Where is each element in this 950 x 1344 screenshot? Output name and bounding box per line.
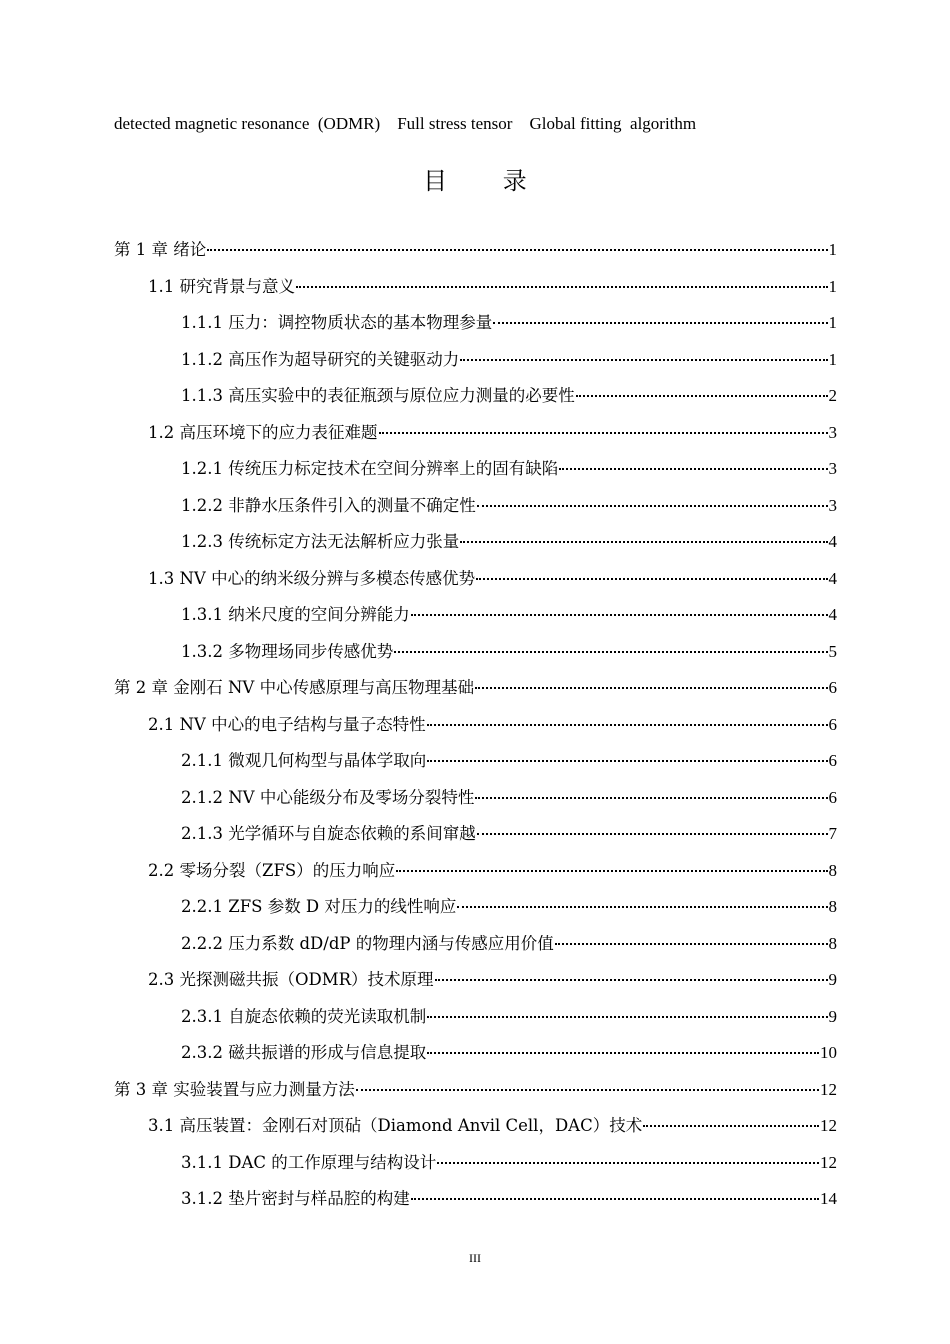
page-number: III xyxy=(469,1251,481,1265)
toc-entry-page: 1 xyxy=(828,313,837,332)
toc-entry[interactable] xyxy=(181,455,837,485)
toc-dot-leader xyxy=(476,578,827,580)
toc-entry-label: 1.2 高压环境下的应力表征难题 xyxy=(148,422,378,442)
toc-entry-label: 2.1.3 光学循环与自旋态依赖的系间窜越 xyxy=(181,824,476,843)
toc-entry-label: 1.3 NV 中心的纳米级分辨与多模态传感优势 xyxy=(148,568,476,588)
toc-entry-page: 1 xyxy=(828,240,837,259)
toc-entry-label: 1.2.1 传统压力标定技术在空间分辨率上的固有缺陷 xyxy=(181,459,559,478)
toc-entry-label: 3.1.1 DAC 的工作原理与结构设计 xyxy=(181,1152,437,1172)
toc-entry-page: 8 xyxy=(828,933,837,953)
toc-dot-leader xyxy=(460,541,827,543)
toc-dot-leader xyxy=(477,505,828,507)
toc-entry-label: 1.1.3 高压实验中的表征瓶颈与原位应力测量的必要性 xyxy=(181,386,575,405)
toc-entry[interactable] xyxy=(181,784,837,814)
toc-dot-leader xyxy=(559,468,827,470)
toc-entry[interactable] xyxy=(114,674,837,704)
toc-entry-page: 1 xyxy=(828,349,837,369)
toc-entry-page: 3 xyxy=(828,495,837,515)
toc-dot-leader xyxy=(435,979,828,981)
toc-dot-leader xyxy=(427,760,827,762)
toc-entry[interactable] xyxy=(181,601,837,631)
toc-dot-leader xyxy=(475,687,827,689)
toc-dot-leader xyxy=(555,943,828,945)
toc-entry[interactable] xyxy=(148,857,837,887)
toc-entry-page: 14 xyxy=(820,1189,837,1208)
toc-entry-label: 2.2.2 压力系数 dD/dP 的物理内涵与传感应用价值 xyxy=(181,933,554,953)
toc-entry-label: 1.1.2 高压作为超导研究的关键驱动力 xyxy=(181,349,460,369)
toc-dot-leader xyxy=(356,1089,819,1091)
toc-entry-label: 2.1.2 NV 中心能级分布及零场分裂特性 xyxy=(181,787,475,807)
toc-entry[interactable] xyxy=(181,747,837,777)
toc-dot-leader xyxy=(411,614,828,616)
toc-entry-label: 1.1 研究背景与意义 xyxy=(148,276,295,296)
toc-entry[interactable] xyxy=(114,236,837,266)
toc-entry[interactable] xyxy=(181,492,837,522)
toc-dot-leader xyxy=(460,359,827,361)
toc-dot-leader xyxy=(477,833,828,835)
toc-entry-page: 4 xyxy=(828,605,837,624)
toc-entry[interactable] xyxy=(181,930,837,960)
toc-entry[interactable] xyxy=(181,820,837,850)
toc-entry-label: 2.3 光探测磁共振（ODMR）技术原理 xyxy=(148,970,434,989)
toc-dot-leader xyxy=(379,432,828,434)
toc-entry[interactable] xyxy=(181,1039,837,1069)
toc-entry-label: 第 3 章 实验装置与应力测量方法 xyxy=(114,1079,355,1099)
toc-entry-label: 1.1.1 压力：调控物质状态的基本物理参量 xyxy=(181,313,493,332)
toc-entry-page: 9 xyxy=(828,1006,837,1026)
toc-dot-leader xyxy=(576,395,828,397)
toc-entry-page: 12 xyxy=(820,1116,837,1135)
toc-dot-leader xyxy=(427,1016,827,1018)
toc-entry[interactable] xyxy=(148,711,837,741)
toc-entry-label: 2.3.2 磁共振谱的形成与信息提取 xyxy=(181,1043,427,1062)
toc-entry-page: 8 xyxy=(828,897,837,916)
toc-entry-label: 第 2 章 金刚石 NV 中心传感原理与高压物理基础 xyxy=(114,678,475,697)
toc-entry-page: 6 xyxy=(828,751,837,770)
toc-dot-leader xyxy=(207,249,827,251)
toc-entry-label: 3.1 高压装置：金刚石对顶砧（Diamond Anvil Cell，DAC）技术 xyxy=(148,1116,643,1135)
toc-entry-label: 1.3.2 多物理场同步传感优势 xyxy=(181,641,394,661)
toc-dot-leader xyxy=(643,1125,819,1127)
toc-entry-page: 10 xyxy=(820,1043,837,1062)
toc-dot-leader xyxy=(493,322,827,324)
toc-entry-page: 4 xyxy=(828,568,837,588)
toc-dot-leader xyxy=(437,1162,819,1164)
toc-entry-label: 2.2.1 ZFS 参数 D 对压力的线性响应 xyxy=(181,897,457,916)
toc-entry-page: 8 xyxy=(828,860,837,880)
toc-dot-leader xyxy=(427,724,828,726)
toc-entry-page: 6 xyxy=(828,678,837,697)
keywords-line: detected magnetic resonance (ODMR) Full stress tensor Global fitting algorithm xyxy=(114,114,697,133)
toc-entry-label: 2.2 零场分裂（ZFS）的压力响应 xyxy=(148,860,396,880)
toc-dot-leader xyxy=(296,286,828,288)
toc-dot-leader xyxy=(475,797,827,799)
toc-dot-leader xyxy=(396,870,827,872)
toc-dot-leader xyxy=(457,906,827,908)
toc-entry[interactable] xyxy=(181,346,837,376)
toc-entry[interactable] xyxy=(148,273,837,303)
toc-entry-page: 12 xyxy=(820,1079,837,1099)
toc-entry-page: 1 xyxy=(828,276,837,296)
toc-entry[interactable] xyxy=(181,893,837,923)
toc-entry[interactable] xyxy=(148,419,837,449)
toc-entry-page: 6 xyxy=(828,787,837,807)
toc-entry-page: 4 xyxy=(828,532,837,551)
toc-entry[interactable] xyxy=(181,638,837,668)
toc-dot-leader xyxy=(427,1052,819,1054)
toc-entry-page: 9 xyxy=(828,970,837,989)
toc-entry-label: 1.3.1 纳米尺度的空间分辨能力 xyxy=(181,605,410,624)
toc-entry[interactable] xyxy=(181,1185,837,1215)
toc-title: 目 录 xyxy=(423,167,551,195)
toc-entry-page: 5 xyxy=(828,641,837,661)
toc-entry[interactable] xyxy=(148,565,837,595)
toc-entry[interactable] xyxy=(181,1149,837,1179)
toc-entry-page: 6 xyxy=(828,714,837,734)
toc-entry[interactable] xyxy=(181,1003,837,1033)
toc-entry-page: 7 xyxy=(828,824,837,843)
toc-entry-page: 2 xyxy=(828,386,837,405)
toc-entry[interactable] xyxy=(148,1112,837,1142)
toc-entry-label: 3.1.2 垫片密封与样品腔的构建 xyxy=(181,1189,410,1208)
toc-dot-leader xyxy=(411,1198,819,1200)
toc-entry-page: 3 xyxy=(828,422,837,442)
toc-entry-label: 2.1 NV 中心的电子结构与量子态特性 xyxy=(148,714,426,734)
toc-entry-label: 1.2.3 传统标定方法无法解析应力张量 xyxy=(181,532,460,551)
toc-entry-label: 1.2.2 非静水压条件引入的测量不确定性 xyxy=(181,495,476,515)
toc-entry[interactable] xyxy=(181,309,837,339)
toc-entry-label: 2.1.1 微观几何构型与晶体学取向 xyxy=(181,751,427,770)
toc-entry[interactable] xyxy=(148,966,837,996)
toc-entry[interactable] xyxy=(114,1076,837,1106)
toc-entry-page: 3 xyxy=(828,459,837,478)
toc-entry-label: 2.3.1 自旋态依赖的荧光读取机制 xyxy=(181,1006,427,1026)
toc-entry[interactable] xyxy=(181,528,837,558)
toc-dot-leader xyxy=(394,651,827,653)
toc-entry-label: 第 1 章 绪论 xyxy=(114,240,207,259)
toc-entry[interactable] xyxy=(181,382,837,412)
toc-entry-page: 12 xyxy=(820,1152,837,1172)
